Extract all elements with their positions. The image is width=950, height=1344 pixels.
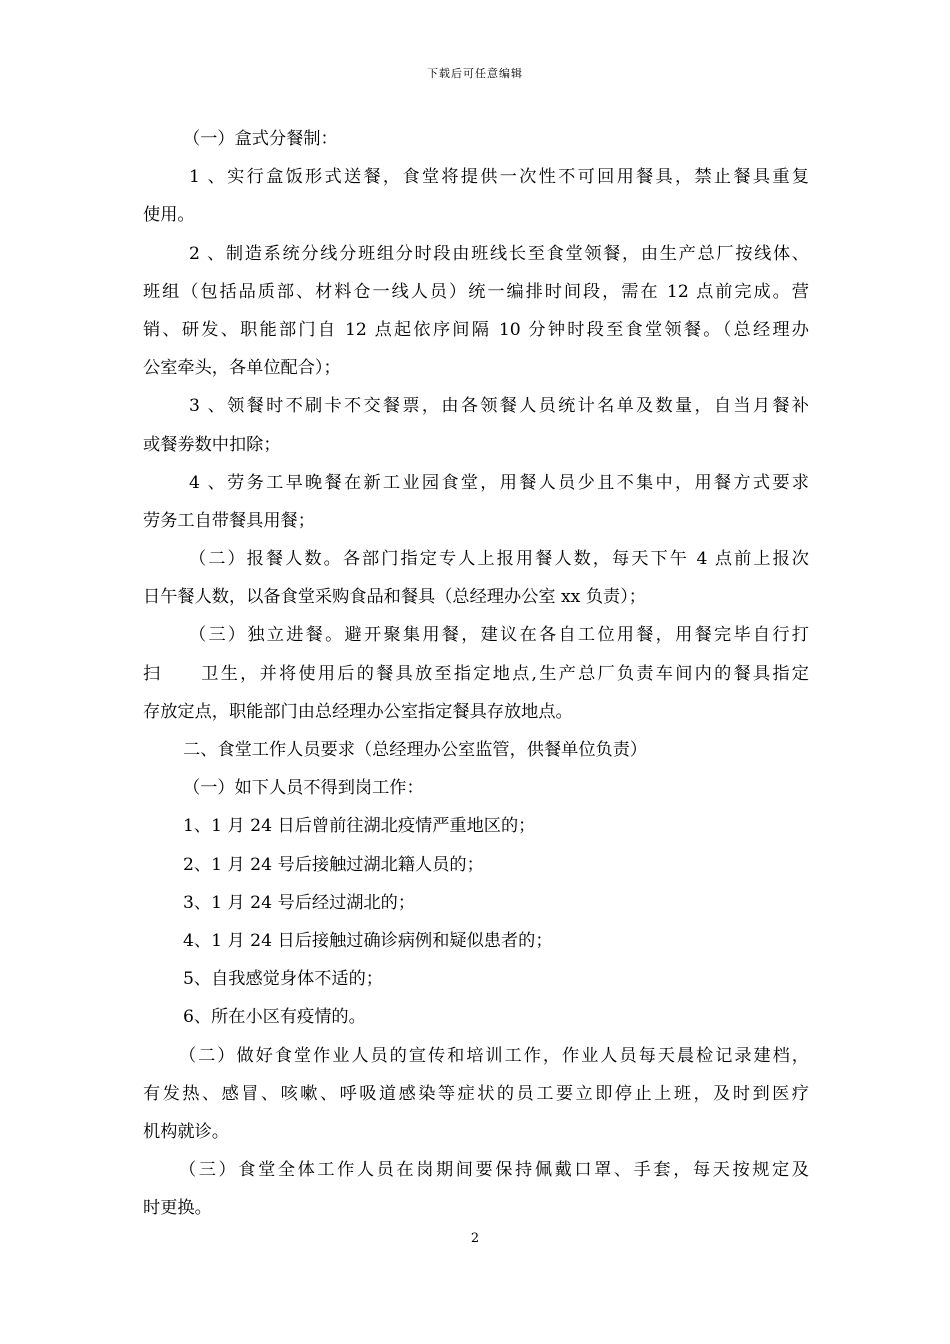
paragraph-line: （二）报餐人数。各部门指定专人上报用餐人数，每天下午 4 点前上报次: [189, 549, 809, 570]
paragraph-line: 扫 卫生，并将使用后的餐具放至指定地点,生产总厂负责车间内的餐具指定: [143, 663, 809, 684]
page-header: 下载后可任意编辑: [427, 67, 523, 80]
list-item: 6、所在小区有疫情的。: [183, 1007, 366, 1028]
paragraph-line: 1 、实行盒饭形式送餐，食堂将提供一次性不可回用餐具，禁止餐具重复: [189, 167, 809, 188]
paragraph-line: 使用。: [143, 205, 195, 226]
section-heading-staff-requirements: 二、食堂工作人员要求（总经理办公室监管，供餐单位负责）: [183, 740, 648, 760]
list-item: 5、自我感觉身体不适的；: [183, 969, 383, 990]
list-item: 1、1 月 24 日后曾前往湖北疫情严重地区的；: [183, 816, 536, 837]
paragraph-line: 日午餐人数，以备食堂采购食品和餐具（总经理办公室 xx 负责）；: [143, 587, 646, 608]
list-item: 3、1 月 24 号后经过湖北的；: [183, 892, 416, 913]
paragraph-line: （二）做好食堂作业人员的宣传和培训工作，作业人员每天晨检记录建档，: [179, 1045, 809, 1066]
paragraph-line: 销、研发、职能部门自 12 点起依序间隔 10 分钟时段至食堂领餐。（总经理办: [143, 319, 809, 340]
section-heading-boxed-meal: （一）盒式分餐制：: [183, 129, 338, 149]
paragraph-line: 2 、制造系统分线分班组分时段由班线长至食堂领餐，由生产总厂按线体、: [189, 243, 809, 264]
paragraph-line: 机构就诊。: [143, 1121, 229, 1142]
paragraph-line: 劳务工自带餐具用餐；: [143, 510, 315, 531]
page-number: 2: [470, 1231, 480, 1246]
document-body: [143, 120, 809, 1227]
list-item: 4、1 月 24 日后接触过确诊病例和疑似患者的；: [183, 930, 553, 951]
paragraph-line: 公室牵头，各单位配合）；: [143, 358, 341, 379]
paragraph-line: （三）独立进餐。避开聚集用餐，建议在各自工位用餐，用餐完毕自行打: [189, 625, 809, 646]
paragraph-line: 时更换。: [143, 1198, 212, 1219]
paragraph-line: （三）食堂全体工作人员在岗期间要保持佩戴口罩、手套，每天按规定及: [179, 1160, 809, 1181]
paragraph-line: 3 、领餐时不刷卡不交餐票，由各领餐人员统计名单及数量，自当月餐补: [189, 396, 809, 417]
paragraph-line: 或餐劵数中扣除；: [143, 434, 281, 455]
paragraph-line: 4 、劳务工早晚餐在新工业园食堂，用餐人员少且不集中，用餐方式要求: [189, 472, 809, 493]
paragraph-line: 存放定点，职能部门由总经理办公室指定餐具存放地点。: [143, 701, 573, 722]
paragraph-line: 有发热、感冒、咳嗽、呼吸道感染等症状的员工要立即停止上班，及时到医疗: [143, 1083, 809, 1104]
list-item: 2、1 月 24 号后接触过湖北籍人员的；: [183, 854, 484, 875]
paragraph-line: 班组（包括品质部、材料仓一线人员）统一编排时间段，需在 12 点前完成。营: [143, 281, 809, 302]
subsection-heading: （一）如下人员不得到岗工作：: [183, 778, 424, 799]
